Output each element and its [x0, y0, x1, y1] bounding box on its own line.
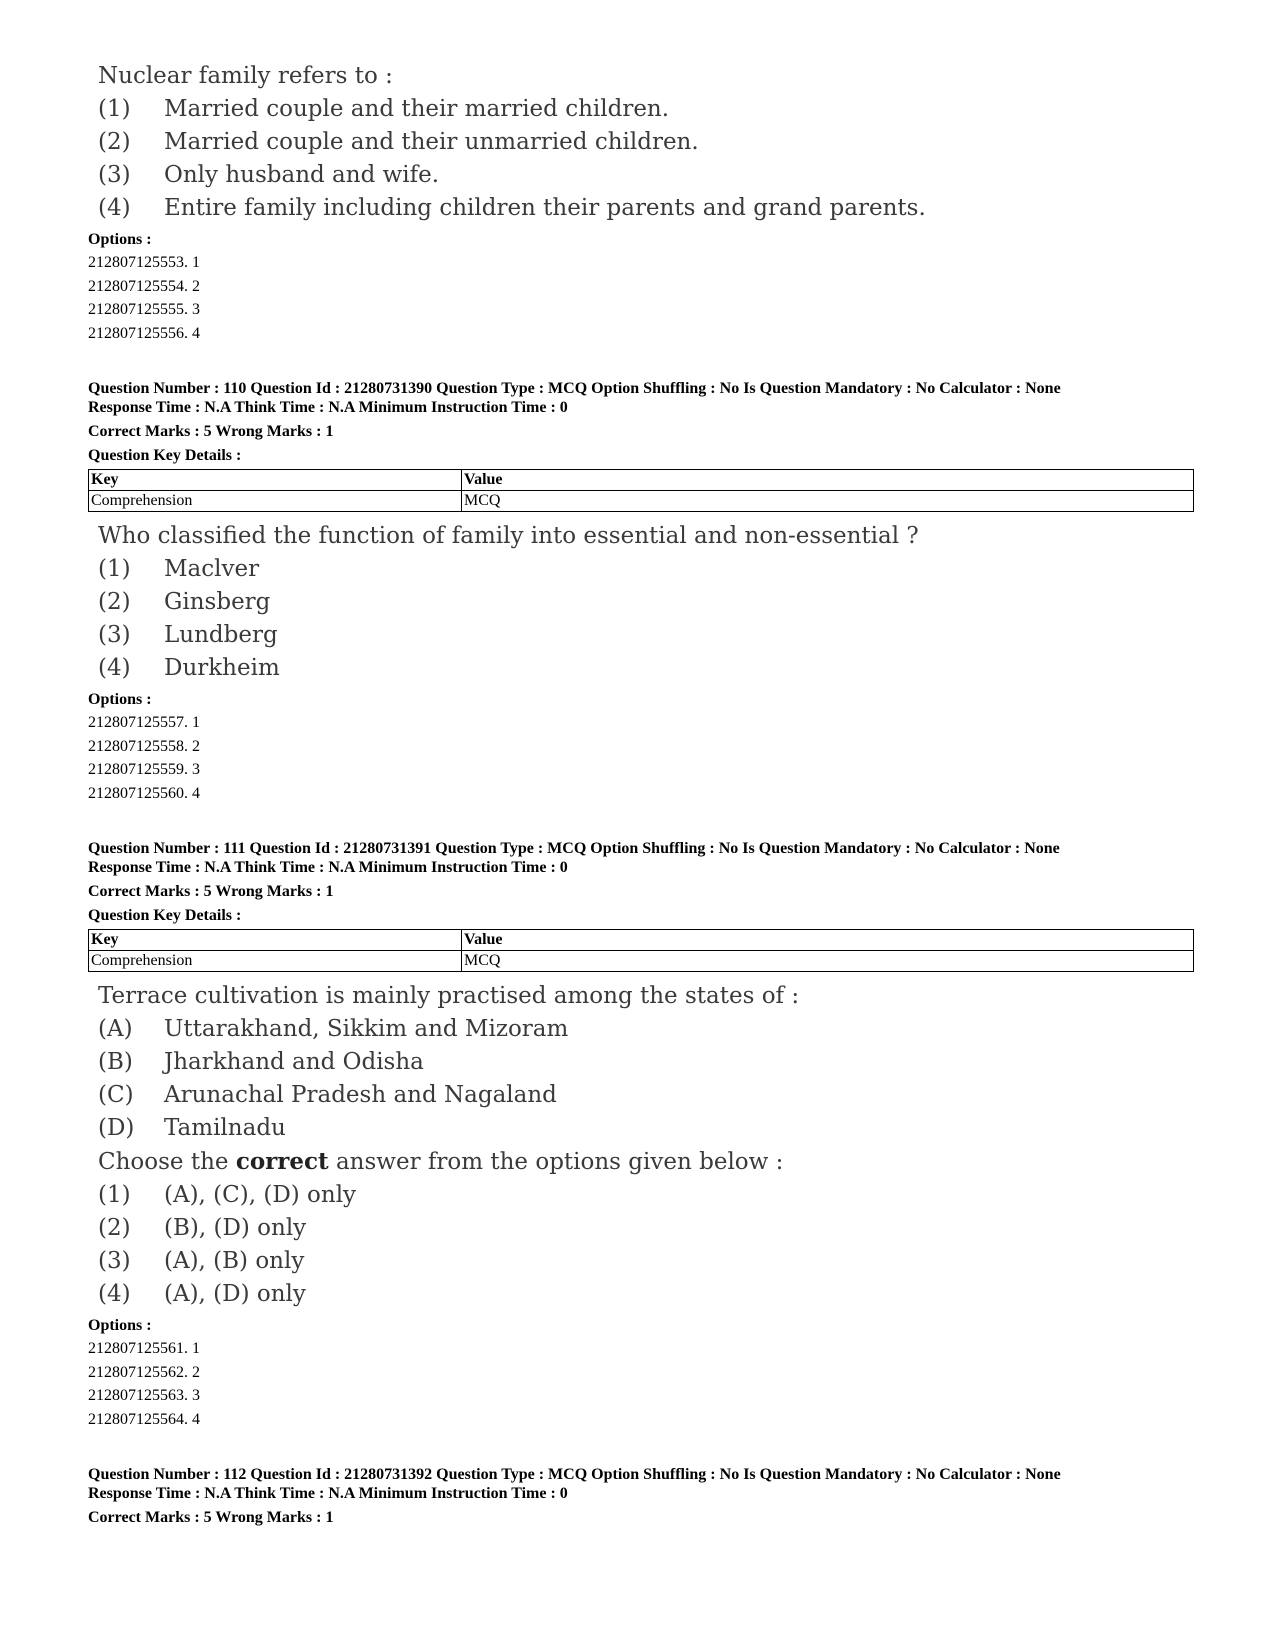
choice-3: (3) (A), (B) only	[98, 1248, 305, 1274]
question-meta: Question Number : 110 Question Id : 21280731390 Question Type : MCQ Option Shuffling : No Is Question Mandatory : No Calculator : None	[88, 380, 1061, 397]
question-meta: Question Number : 112 Question Id : 21280731392 Question Type : MCQ Option Shuffling : No Is Question Mandatory : No Calculator : None	[88, 1466, 1061, 1483]
table-header-key: Key	[89, 930, 462, 951]
table-header-value: Value	[462, 930, 1194, 951]
table-cell-value: MCQ	[462, 491, 1194, 512]
table-row	[89, 951, 1194, 972]
choice-2: (2) Married couple and their unmarried children.	[98, 129, 699, 155]
option-id: 212807125553. 1	[88, 254, 200, 271]
options-label: Options :	[88, 231, 152, 248]
option-id: 212807125556. 4	[88, 324, 200, 342]
choice-4: (4) Durkheim	[98, 655, 280, 681]
table-cell-key: Comprehension	[89, 951, 462, 972]
statement-d: (D) Tamilnadu	[98, 1115, 286, 1141]
table-header-value: Value	[462, 470, 1194, 491]
option-id: 212807125562. 2	[88, 1363, 200, 1381]
question-stem: Terrace cultivation is mainly practised among the states of :	[98, 983, 800, 1009]
option-id: 212807125564. 4	[88, 1410, 200, 1428]
choice-1: (1) (A), (C), (D) only	[98, 1182, 357, 1208]
option-id: 212807125560. 4	[88, 784, 200, 802]
choice-3: (3) Only husband and wife.	[98, 162, 440, 188]
statement-a: (A) Uttarakhand, Sikkim and Mizoram	[98, 1016, 569, 1042]
question-110	[88, 379, 1188, 805]
key-details-label: Question Key Details :	[88, 447, 242, 464]
option-id: 212807125558. 2	[88, 737, 200, 755]
question-image	[88, 60, 1188, 225]
table-header-row	[89, 470, 1194, 491]
question-timing: Response Time : N.A Think Time : N.A Minimum Instruction Time : 0	[88, 399, 568, 416]
question-109	[88, 60, 1188, 345]
option-id: 212807125559. 3	[88, 761, 200, 778]
options-label: Options :	[88, 691, 152, 708]
options-label: Options :	[88, 1317, 152, 1334]
question-meta: Question Number : 111 Question Id : 21280731391 Question Type : MCQ Option Shuffling : No Is Question Mandatory : No Calculator : None	[88, 840, 1060, 857]
document-page	[88, 60, 1188, 1529]
statement-c: (C) Arunachal Pradesh and Nagaland	[98, 1082, 557, 1108]
question-image	[88, 980, 1188, 1311]
table-row	[89, 491, 1194, 512]
question-stem: Who classified the function of family into essential and non-essential ?	[98, 523, 919, 549]
question-111	[88, 839, 1188, 1431]
statement-b: (B) Jharkhand and Odisha	[98, 1049, 424, 1075]
answer-instruction: Choose the correct answer from the options given below :	[98, 1148, 784, 1175]
question-image	[88, 520, 1188, 685]
choice-2: (2) (B), (D) only	[98, 1215, 307, 1241]
option-id: 212807125554. 2	[88, 277, 200, 295]
choice-3: (3) Lundberg	[98, 622, 278, 648]
question-marks: Correct Marks : 5 Wrong Marks : 1	[88, 1509, 334, 1526]
option-id: 212807125561. 1	[88, 1340, 200, 1357]
choice-1: (1) Maclver	[98, 556, 260, 582]
key-details-table	[88, 469, 1194, 512]
question-stem: Nuclear family refers to :	[98, 63, 393, 89]
choice-2: (2) Ginsberg	[98, 589, 271, 615]
question-timing: Response Time : N.A Think Time : N.A Minimum Instruction Time : 0	[88, 1485, 568, 1502]
table-cell-value: MCQ	[462, 951, 1194, 972]
key-details-table	[88, 929, 1194, 972]
key-details-label: Question Key Details :	[88, 907, 242, 924]
choice-4: (4) Entire family including children their parents and grand parents.	[98, 195, 926, 221]
question-marks: Correct Marks : 5 Wrong Marks : 1	[88, 883, 334, 900]
option-id: 212807125555. 3	[88, 301, 200, 318]
table-header-key: Key	[89, 470, 462, 491]
table-cell-key: Comprehension	[89, 491, 462, 512]
choice-1: (1) Married couple and their married children.	[98, 96, 670, 122]
question-112	[88, 1465, 1188, 1529]
option-id: 212807125557. 1	[88, 714, 200, 731]
choice-4: (4) (A), (D) only	[98, 1281, 306, 1307]
table-header-row	[89, 930, 1194, 951]
option-id: 212807125563. 3	[88, 1387, 200, 1404]
question-timing: Response Time : N.A Think Time : N.A Minimum Instruction Time : 0	[88, 859, 568, 876]
question-marks: Correct Marks : 5 Wrong Marks : 1	[88, 423, 334, 440]
